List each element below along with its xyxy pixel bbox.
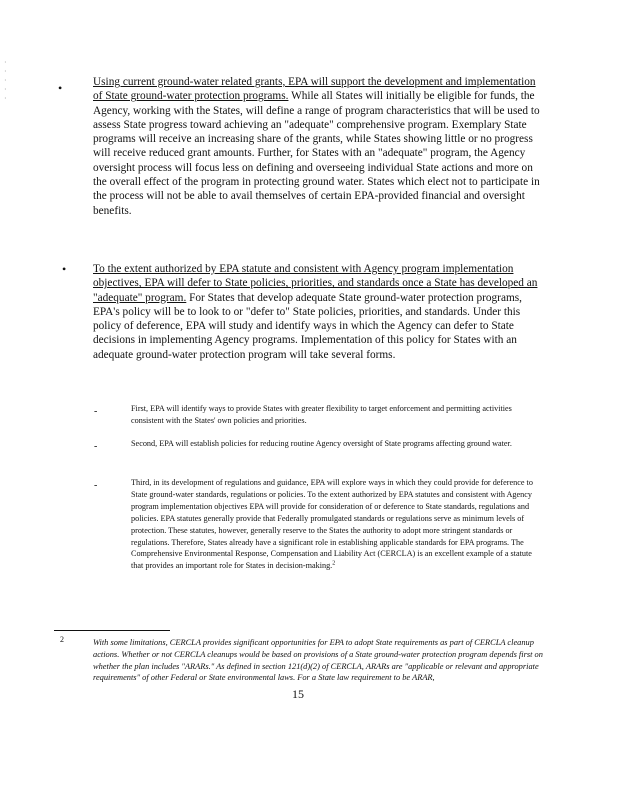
paragraph-deference-heading: To the extent authorized by EPA statute and consistent with Agency program implementation objectives, EPA will defer to State policies, priorities, and standards once a State has developed an "adequate" program. [93, 263, 538, 304]
paragraph-grants-body: While all States will initially be eligible for funds, the Agency, working with the States, will define a range of program characteristics that will be used to assess State progress toward achieving an "adequate" comprehensive program. Exemplary State programs will receive an increasing share of the grants, while States showing little or no progress will receive reduced grant amounts. Further, for States with an "adequate" program, the Agency oversight process will focus less on defining and overseeing individual State actions and more on the overall effect of the program in protecting ground water. States which elect not to participate in the process will not be able to avail themselves of certain EPA-provided financial and oversight benefits. [93, 90, 540, 217]
footnote-text: With some limitations, CERCLA provides significant opportunities for EPA to adopt State requirements as part of CERCLA cleanup actions. Whether or not CERCLA cleanups would be based on provisions of a State ground-water protection program depends first on whether the plan includes "ARARs." As defined in section 121(d)(2) of CERCLA, ARARs are "applicable or relevant and appropriate requirements" of other Federal or State environmental laws. For a State law requirement to be ARAR, [93, 638, 543, 683]
subpoint-dash: - [94, 480, 98, 491]
paragraph-grants [93, 75, 540, 218]
paragraph-grants-heading: Using current ground-water related grants, EPA will support the development and implementation of State ground-water protection programs. [93, 76, 536, 103]
subpoint-second: Second, EPA will establish policies for reducing routine Agency oversight of State programs affecting ground water. [131, 439, 512, 448]
footnote-reference: 2 [332, 560, 336, 567]
subpoint-third-text: Third, in its development of regulations and guidance, EPA will explore ways in which they could provide for deference to State ground-water standards, regulations or policies. To the extent authorized by EPA statutes and consistent with Agency program implementation objectives EPA will provide for consideration of or deference to State standards, regulations and policies. EPA statutes generally provide that Federally promulgated standards or regulations serve as minimum levels of protection. These statutes, however, generally reserve to the States the authority to adopt more stringent standards or regulations. Therefore, States already have a significant role in establishing applicable standards for EPA programs. The Comprehensive Environmental Response, Compensation and Liability Act (CERCLA) is an excellent example of a statute that provides an important role for States in decision-making. [131, 478, 533, 571]
scan-margin-marks: · · · · · [4, 58, 8, 103]
subpoint-dash: - [94, 441, 98, 452]
footnote-divider [54, 630, 170, 631]
paragraph-deference [93, 262, 540, 362]
bullet-marker: • [58, 81, 63, 95]
subpoint-third [131, 477, 539, 572]
subpoint-dash: - [94, 406, 98, 417]
bullet-marker: • [62, 262, 67, 276]
paragraph-deference-body: For States that develop adequate State ground-water protection programs, EPA's policy will be to look to or "defer to" State policies, priorities, and standards. Under this policy of deference, EPA will study and identify ways in which the Agency can defer to State decisions in implementing Agency programs. Implementation of this policy for States with an adequate ground-water protection program will take several forms. [93, 291, 522, 361]
subpoint-first: First, EPA will identify ways to provide States with greater flexibility to target enforcement and permitting activities consistent with the States' own policies and priorities. [131, 404, 512, 425]
page-number: 15 [292, 687, 304, 701]
footnote-number: 2 [60, 635, 64, 644]
